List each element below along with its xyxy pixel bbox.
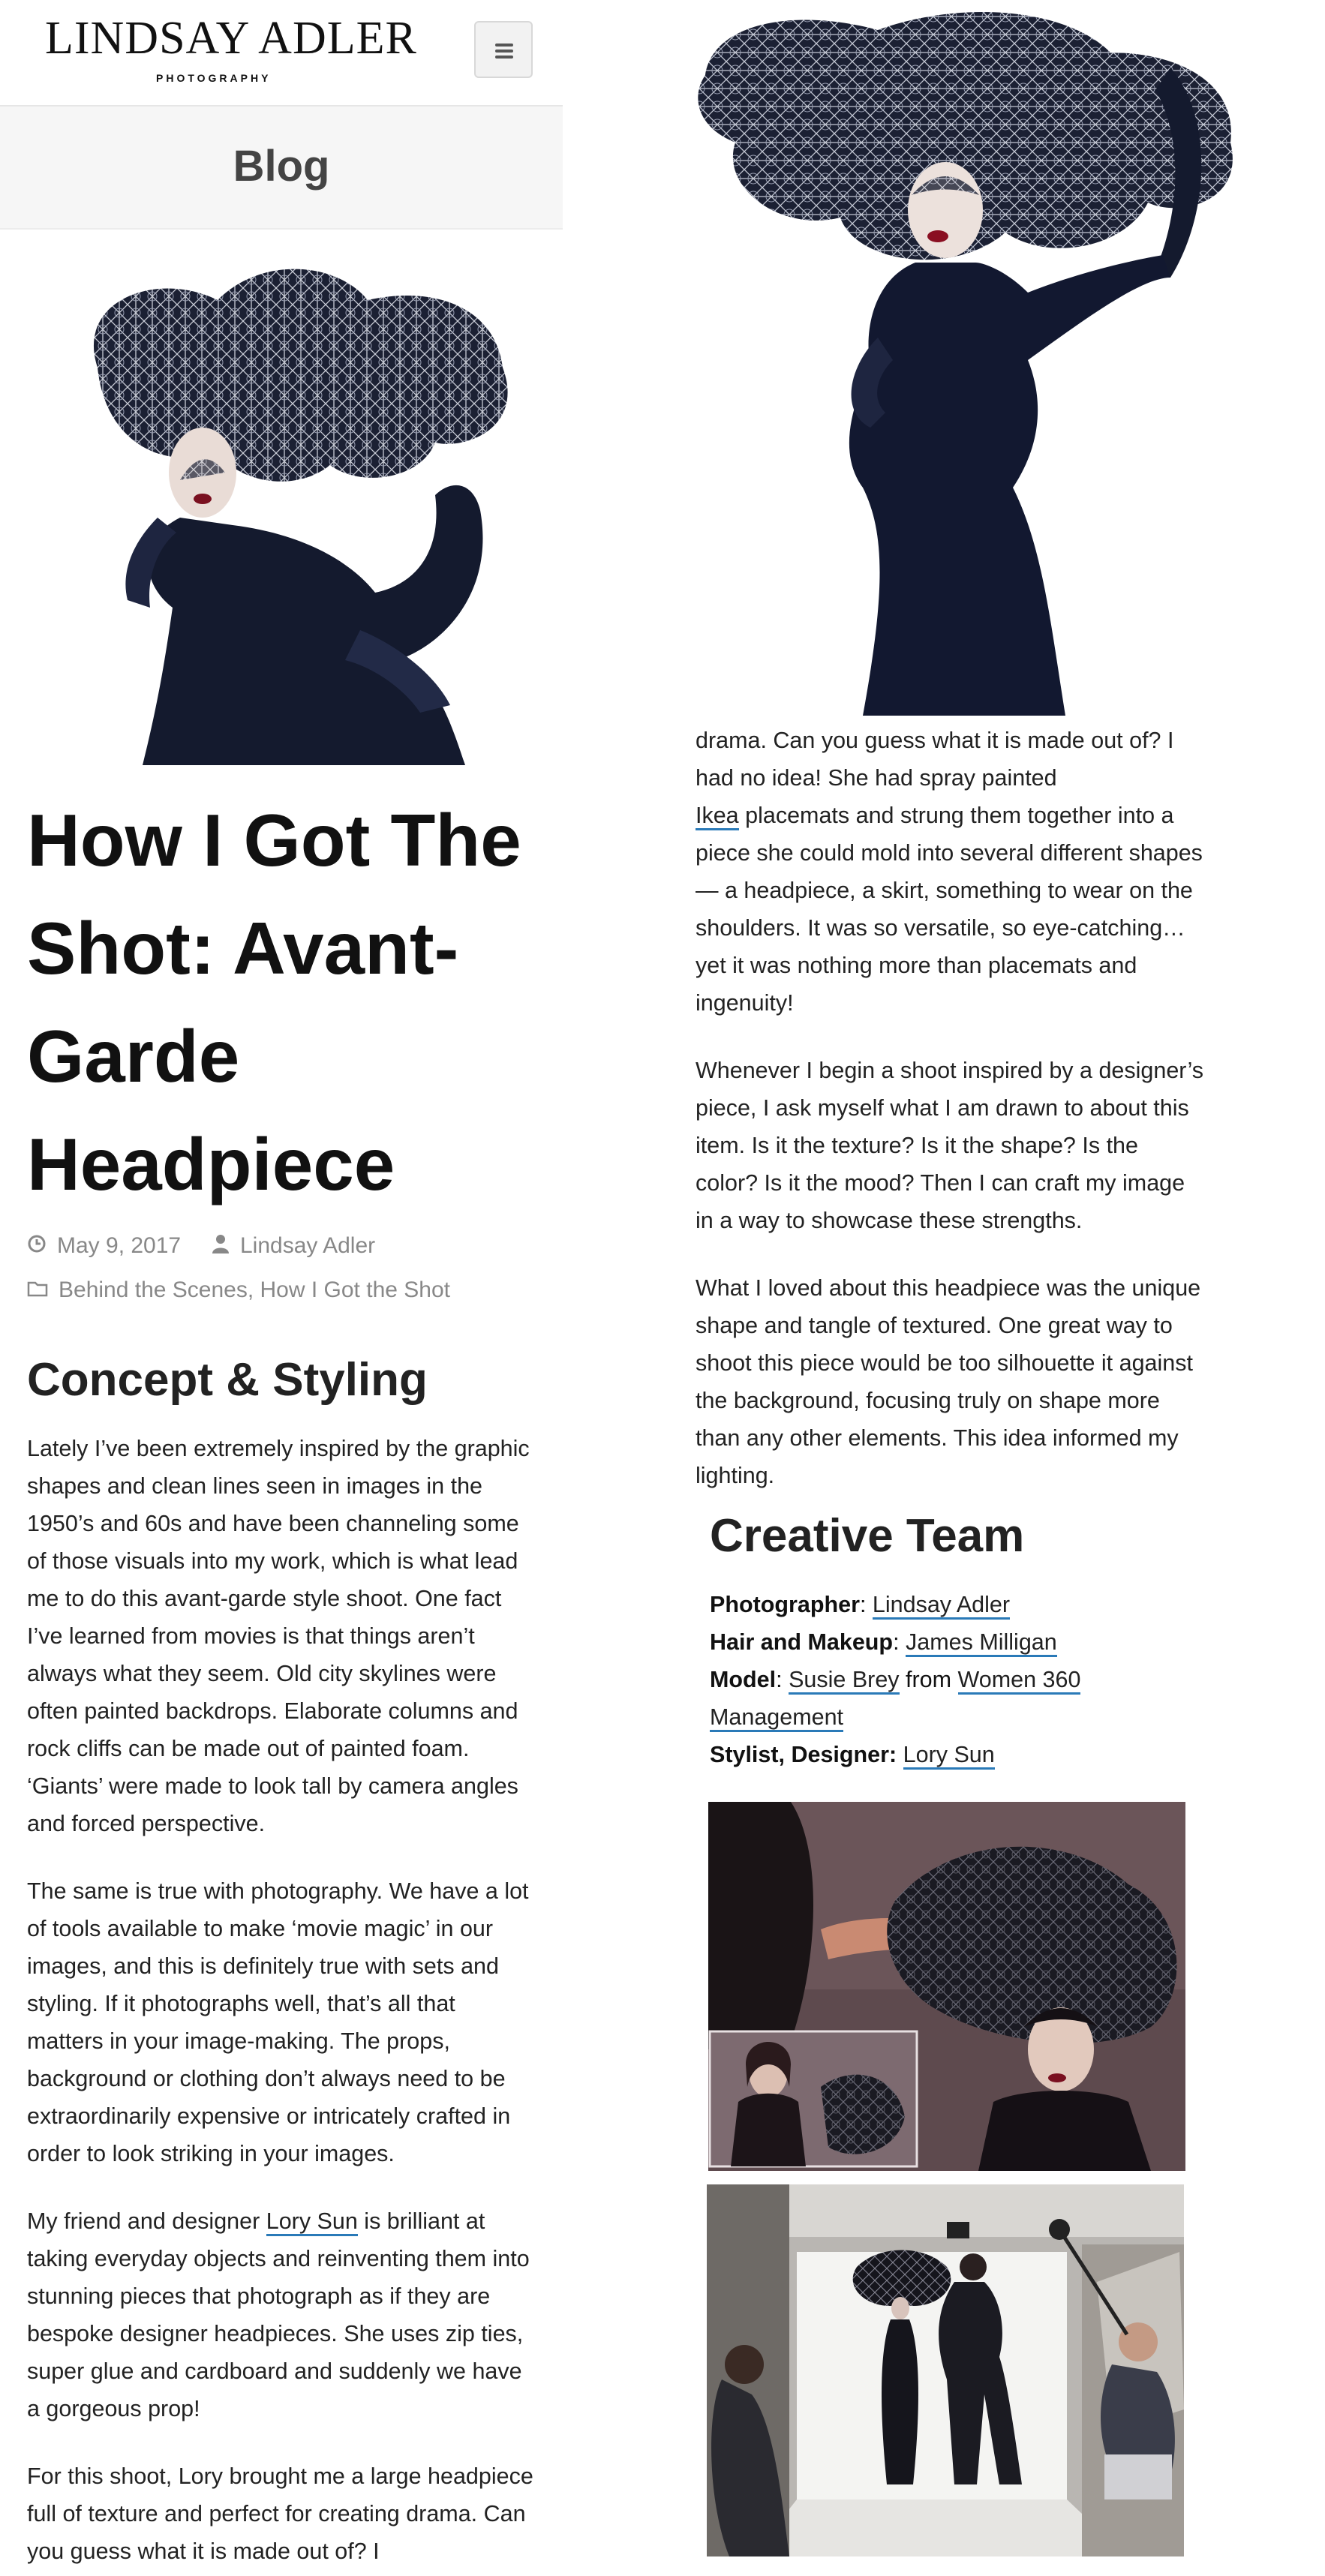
section-heading-team: Creative Team <box>710 1510 1025 1562</box>
post-title: How I Got The Shot: Avant-Garde Headpiece <box>27 799 521 1205</box>
credit-label: Hair and Makeup <box>710 1629 894 1655</box>
paragraph-1: Lately I’ve been extremely inspired by the graphic shapes and clean lines seen in images in the 1950’s and 60s and have been channeling some of those visuals into my work, which is what lead me to do this avant-garde style shoot. One fact I’ve learned from movies is that things aren’t always what they seem. Old city skylines were often painted backdrops. Elaborate columns and rock cliffs can be made out of painted foam. ‘Giants’ were made to look tall by camera angles and forced perspective. <box>27 1436 530 1836</box>
clock-icon <box>27 1234 47 1259</box>
paragraph-4-text-end: placemats and strung them together into a piece she could mold into several different shapes— a headpiece, a skirt, something to wear on the shoulders. It was so versatile, so eye-catching… yet it was nothing more than placemats and ingenuity! <box>696 803 1203 1016</box>
photographer-link[interactable]: Lindsay Adler <box>873 1592 1010 1620</box>
ikea-link[interactable]: Ikea <box>696 803 739 830</box>
paragraph-3 <box>27 2202 537 2427</box>
agency-link[interactable]: Women 360 <box>958 1667 1081 1695</box>
post-categories[interactable]: Behind the Scenes, How I Got the Shot <box>59 1277 450 1302</box>
credits-list <box>710 1586 1190 1773</box>
paragraph-5: Whenever I begin a shoot inspired by a designer’s piece, I ask myself what I am drawn to about this item. Is it the texture? Is it the shape? Is the color? Is it the mood? Then I can craft my image in a way to showcase these strengths. <box>696 1058 1204 1233</box>
paragraph-6: What I loved about this headpiece was the unique shape and tangle of textured. One great way to shoot this piece would be too silhouette it against the background, focusing truly on shape more than any other elements. This idea informed my lighting. <box>696 1275 1201 1488</box>
bts-styling-image <box>708 1802 1185 2171</box>
post-author[interactable]: Lindsay Adler <box>240 1233 376 1258</box>
credit-from: from <box>906 1667 952 1692</box>
credit-model: Model: Susie Brey from Women 360 <box>710 1661 1190 1698</box>
paragraph-3-text: My friend and designer <box>27 2208 266 2234</box>
paragraph-4 <box>696 722 1206 1022</box>
model-link[interactable]: Susie Brey <box>789 1667 899 1695</box>
paragraph-4-text: drama. Can you guess what it is made out of? I had no idea! She had spray painted <box>696 728 1174 791</box>
credit-label: Photographer <box>710 1592 860 1617</box>
standing-model-image <box>690 8 1245 716</box>
menu-button[interactable] <box>474 21 533 78</box>
post-date[interactable]: May 9, 2017 <box>57 1233 182 1258</box>
lory-sun-link[interactable]: Lory Sun <box>266 2208 358 2236</box>
hair-link[interactable]: James Milligan <box>906 1629 1057 1657</box>
paragraph-4-start: For this shoot, Lory brought me a large headpiece full of texture and perfect for creating drama. Can you guess what it is made out of? I <box>27 2463 533 2564</box>
credit-label: Stylist, Designer: <box>710 1742 897 1767</box>
credit-hair: Hair and Makeup: James Milligan <box>710 1623 1190 1661</box>
page-title: Blog <box>233 142 330 191</box>
credit-agency-line2 <box>710 1698 1190 1736</box>
bts-studio-image <box>707 2184 1184 2556</box>
agency-link-line2[interactable]: Management <box>710 1704 843 1732</box>
hero-image <box>45 255 533 765</box>
paragraph-3-text-end: is brilliant at taking everyday objects and reinventing them into stunning pieces that photograph as if they are bespoke designer headpieces. She uses zip ties, super glue and cardboard and suddenly we have a gorgeous prop! <box>27 2208 530 2421</box>
site-logo[interactable]: LINDSAY ADLER <box>45 13 417 64</box>
credit-photographer: Photographer: Lindsay Adler <box>710 1586 1190 1623</box>
post-meta-categories[interactable] <box>27 1277 450 1304</box>
post-meta-author[interactable] <box>212 1233 375 1259</box>
section-heading-concept: Concept & Styling <box>27 1354 428 1406</box>
user-icon <box>212 1234 230 1259</box>
post-meta-date[interactable] <box>27 1233 181 1259</box>
paragraph-2: The same is true with photography. We have a lot of tools available to make ‘movie magic’ in our images, and this is definitely true with sets and styling. If it photographs well, that’s all that matters in your image-making. The props, background or clothing don’t always need to be extraordinarily expensive or intricately crafted in order to look striking in your images. <box>27 1878 529 2166</box>
stylist-link[interactable]: Lory Sun <box>903 1742 995 1770</box>
credit-stylist <box>710 1736 1190 1773</box>
folder-icon <box>27 1278 48 1304</box>
credit-label: Model <box>710 1667 777 1692</box>
site-logo-subtitle: PHOTOGRAPHY <box>156 72 272 84</box>
